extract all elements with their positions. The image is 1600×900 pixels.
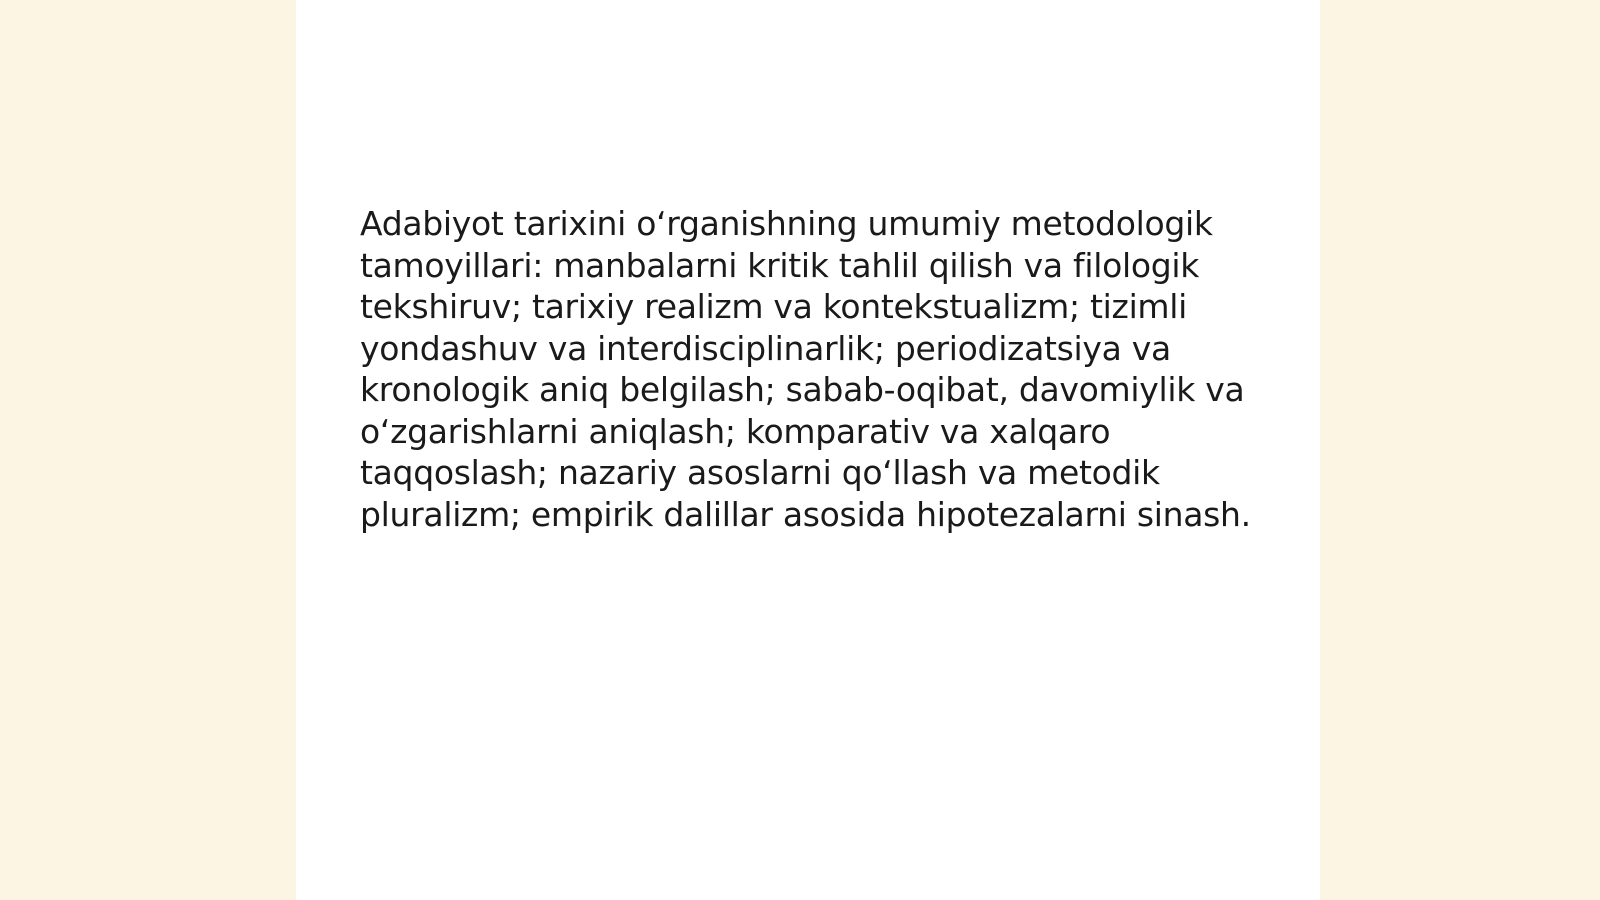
document-page [296, 0, 1320, 900]
body-paragraph: Adabiyot tarixini o‘rganishning umumiy metodologik tamoyillari: manbalarni kritik tahlil qilish va filologik tekshiruv; tarixiy realizm va kontekstualizm; tizimli yondashuv va interdisciplinarlik; periodizatsiya va kronologik aniq belgilash; sabab-oqibat, davomiylik va o‘zgarishlarni aniqlash; komparativ va xalqaro taqqoslash; nazariy asoslarni qo‘llash va metodik pluralizm; empirik dalillar asosida hipotezalarni sinash. [360, 204, 1251, 534]
